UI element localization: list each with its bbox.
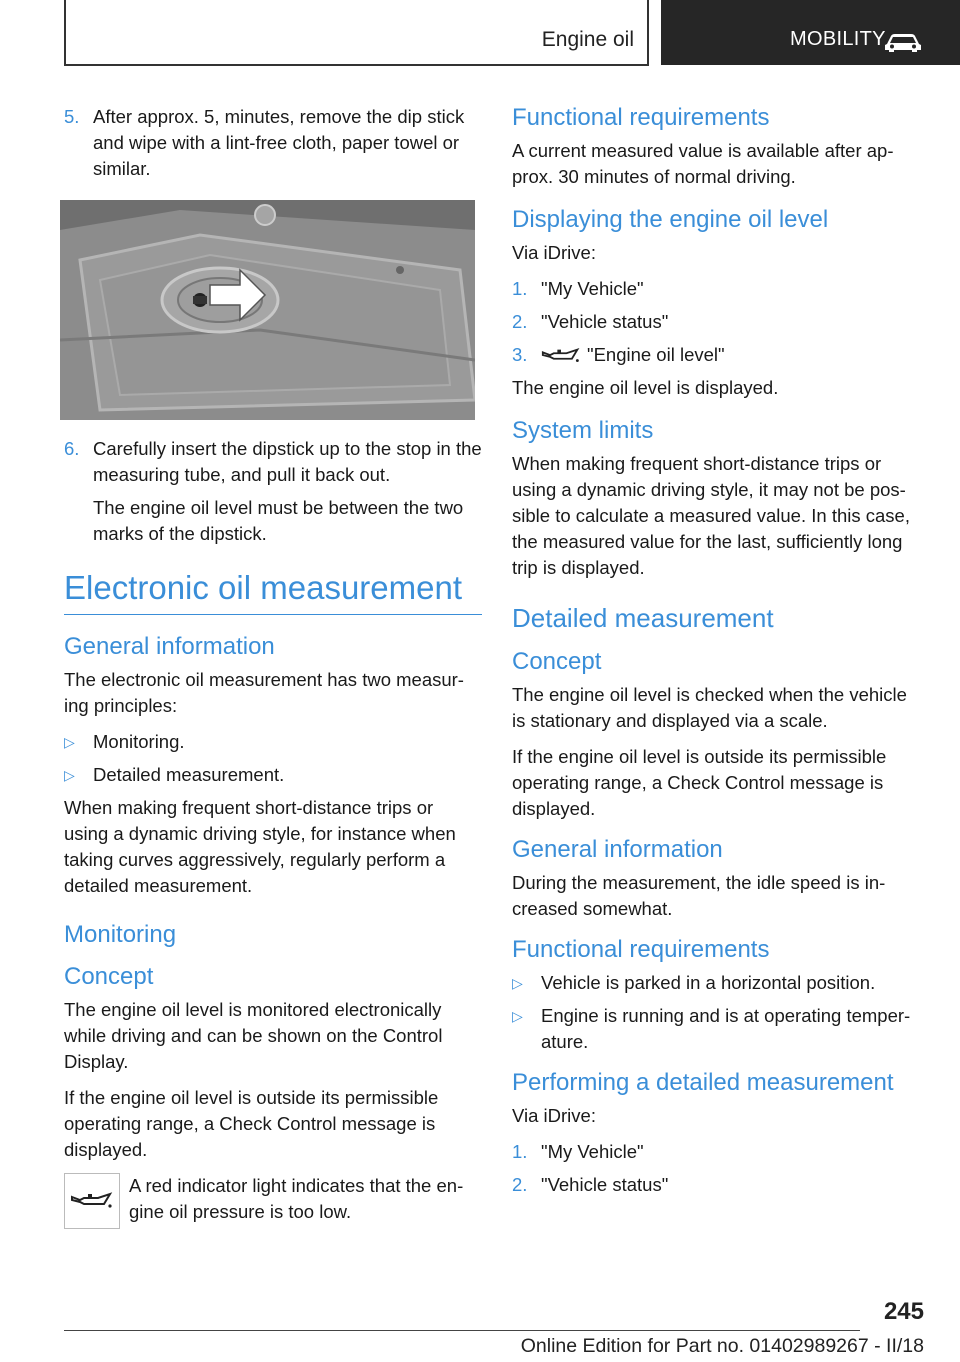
heading-displaying-oil-level: Displaying the engine oil level <box>512 206 829 233</box>
step-text-with-icon <box>541 342 924 368</box>
triangle-bullet-icon: ▷ <box>512 1008 523 1024</box>
via-idrive-text: Via iDrive: <box>512 1105 596 1126</box>
heading-system-limits: System limits <box>512 417 654 444</box>
footer-rule <box>64 1330 860 1331</box>
heading-general-info: General information <box>512 836 723 863</box>
via-idrive-text: Via iDrive: <box>512 242 596 263</box>
bullet-item <box>64 762 482 788</box>
step-text: "Vehicle status" <box>541 1174 669 1195</box>
dipstick-photo <box>60 200 475 420</box>
heading-functional-requirements: Functional requirements <box>512 936 770 963</box>
step-number: 1. <box>512 278 528 299</box>
step-text: Carefully insert the dipstick up to the stop in the measuring tube, and pull it back out. <box>93 438 482 485</box>
monitoring-text-2: If the engine oil level is outside its permissible operating range, a Check Control message is displayed. <box>64 1087 439 1160</box>
monitoring-text-1: The engine oil level is monitored electronically while driving and can be shown on the Control Display. <box>64 999 443 1072</box>
heading-performing-measurement: Performing a detailed measurement <box>512 1069 894 1096</box>
step-text: "Engine oil level" <box>587 344 725 365</box>
bullet-item <box>512 1003 924 1055</box>
heading-detailed-measurement: Detailed measurement <box>512 603 774 633</box>
heading-monitoring: Monitoring <box>64 921 177 948</box>
system-limits-text: When making frequent short-distance trips or using a dynamic driving style, it may not be pos-sible to calculate a measured value. In this case, the measured value for the last, sufficiently long trip is displayed. <box>512 453 910 578</box>
left-column <box>64 104 482 1229</box>
header-rule <box>64 64 648 66</box>
perform-step-1 <box>512 1139 924 1165</box>
step-number: 2. <box>512 1174 528 1195</box>
car-icon <box>883 30 923 54</box>
triangle-bullet-icon: ▷ <box>64 767 75 783</box>
perform-step-2 <box>512 1172 924 1198</box>
detailed-general-text: During the measurement, the idle speed is in-creased somewhat. <box>512 872 886 919</box>
header-frame-left <box>64 0 66 66</box>
page-number: 245 <box>883 1298 924 1325</box>
step-5 <box>64 104 482 182</box>
detailed-concept-text-1: The engine oil level is checked when the vehicle is stationary and displayed via a scale. <box>512 684 907 731</box>
step-6 <box>64 436 482 488</box>
step-6-note: The engine oil level must be between the two marks of the dipstick. <box>93 497 464 544</box>
general-info-text-2: When making frequent short-distance trips or using a dynamic driving style, for instance when taking curves aggressively, regularly perform a detailed measurement. <box>64 797 456 896</box>
step-number: 2. <box>512 311 528 332</box>
section-title: Engine oil <box>541 28 634 51</box>
general-info-text: The electronic oil measurement has two measur-ing principles: <box>64 669 464 716</box>
bullet-text: Monitoring. <box>93 731 185 752</box>
bullet-item <box>64 729 482 755</box>
bullet-text: Detailed measurement. <box>93 764 285 785</box>
heading-electronic-oil: Electronic oil measurement <box>64 569 482 615</box>
chapter-tab-label: MOBILITY <box>790 28 886 50</box>
bullet-item <box>512 970 924 996</box>
triangle-bullet-icon: ▷ <box>64 734 75 750</box>
display-result-text: The engine oil level is displayed. <box>512 377 779 398</box>
display-step-2 <box>512 309 924 335</box>
edition-text: Online Edition for Part no. 01402989267 - II/18 <box>520 1335 924 1357</box>
bullet-text: Vehicle is parked in a horizontal position. <box>541 972 876 993</box>
bullet-text: Engine is running and is at operating temper-ature. <box>541 1005 911 1052</box>
oil-can-icon <box>70 1191 114 1211</box>
display-step-1 <box>512 276 924 302</box>
step-text: "My Vehicle" <box>541 278 644 299</box>
heading-concept: Concept <box>512 648 602 675</box>
heading-general-info: General information <box>64 633 275 660</box>
indicator-note <box>64 1173 482 1229</box>
step-number: 1. <box>512 1141 528 1162</box>
oil-pressure-indicator-box <box>64 1173 120 1229</box>
heading-functional-requirements: Functional requirements <box>512 104 770 131</box>
right-column <box>512 104 924 1205</box>
step-number: 6. <box>64 438 80 459</box>
indicator-text: A red indicator light indicates that the en-gine oil pressure is too low. <box>129 1175 464 1222</box>
header-frame-divider <box>647 0 649 66</box>
step-text: "Vehicle status" <box>541 311 669 332</box>
step-number: 3. <box>512 344 528 365</box>
engine-bay-illustration <box>60 200 475 420</box>
functional-requirements-text: A current measured value is available after ap-prox. 30 minutes of normal driving. <box>512 140 894 187</box>
step-number: 5. <box>64 106 80 127</box>
heading-concept: Concept <box>64 963 154 990</box>
step-text: "My Vehicle" <box>541 1141 644 1162</box>
step-text: After approx. 5, minutes, remove the dip stick and wipe with a lint-free cloth, paper towel or similar. <box>93 106 465 179</box>
oil-can-icon <box>541 346 581 366</box>
display-step-3 <box>512 342 924 368</box>
detailed-concept-text-2: If the engine oil level is outside its permissible operating range, a Check Control message is displayed. <box>512 746 887 819</box>
triangle-bullet-icon: ▷ <box>512 975 523 991</box>
